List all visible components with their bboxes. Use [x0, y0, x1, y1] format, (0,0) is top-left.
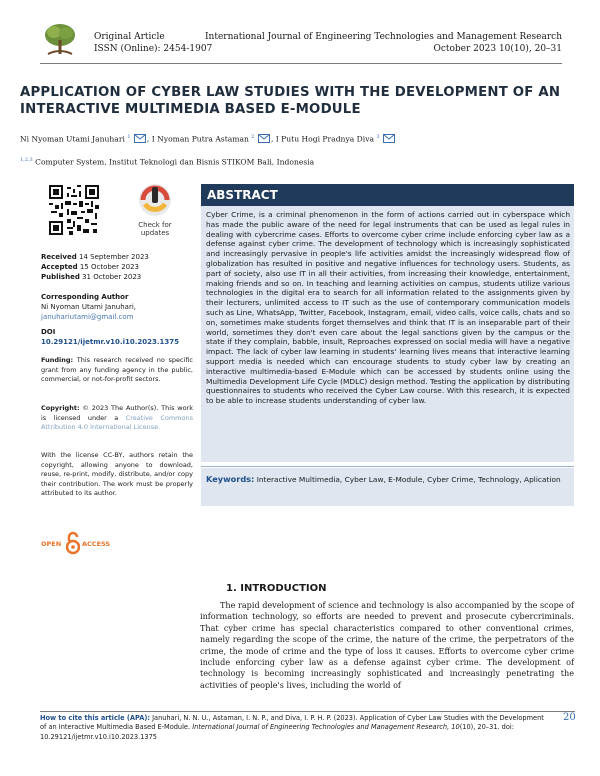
- keywords-divider: [201, 466, 574, 467]
- page-number: 20: [563, 712, 576, 723]
- doi-link[interactable]: 10.29121/ijetmr.v10.i10.2023.1375: [41, 338, 179, 346]
- check-for-updates-badge[interactable]: [131, 183, 179, 241]
- author-sup: 2: [251, 134, 255, 140]
- section-heading-introduction: 1. INTRODUCTION: [226, 583, 327, 594]
- keywords: [206, 474, 570, 486]
- article-dates: [41, 252, 149, 283]
- article-type: Original Article: [94, 32, 165, 42]
- author-name: Ni Nyoman Utami Januhari: [20, 134, 125, 144]
- author-name: I Putu Hogi Pradnya Diva: [275, 134, 375, 144]
- access-label: ACCESS: [82, 540, 111, 548]
- mail-icon[interactable]: [258, 134, 270, 143]
- funding-statement: [41, 356, 193, 385]
- introduction-text: The rapid development of science and technology is also accompanied by the scope of information technology, so efforts are needed to prevent and prosecute cybercriminals. That cyber crime has special characteristics compared to other conventional crimes, namely regarding the scope of the crime, the nature of the crime, the perpetrators of the crime, the mode of crime and the type of loss it causes. Efforts to overcome cyber crime include enforcing cyber law as a defense against cyber crime. The development of technology is becoming increasingly sophisticated and increasingly penetrating the activities of people's lives, including the world of: [200, 600, 574, 690]
- published-label: Published: [41, 273, 80, 282]
- funding-label: Funding:: [41, 356, 74, 364]
- open-label: OPEN: [41, 540, 62, 548]
- published-date: 31 October 2023: [82, 273, 142, 282]
- author-name: I Nyoman Putra Astaman: [151, 134, 249, 144]
- cite-tail: (10), 20–31. doi: 10.29121/ijetmr.v10.i10.2023.1375: [40, 723, 514, 741]
- funding-text: This research received no specific grant from any funding agency in the public, commercial, or not-for-profit sectors.: [41, 356, 193, 383]
- license-link[interactable]: Creative Commons Attribution 4.0 International License.: [41, 413, 193, 431]
- affiliation: [20, 154, 314, 169]
- author-list: Ni Nyoman Utami Januhari $^1$ , I Nyoman Putra Astaman $^2$ , I Putu Hogi Pradnya Diva $^3$: [20, 131, 396, 146]
- corresponding-email[interactable]: januhariutami@gmail.com: [41, 313, 134, 321]
- mail-icon[interactable]: [134, 134, 146, 143]
- header-divider: [40, 63, 562, 64]
- header-right: [205, 31, 562, 55]
- corresponding-name: Ni Nyoman Utami Januhari,: [41, 303, 136, 311]
- open-access-logo: [41, 531, 121, 557]
- received-date: 14 September 2023: [79, 253, 149, 261]
- journal-logo-icon: [40, 20, 80, 60]
- open-access-lock-icon: [66, 531, 80, 555]
- cite-text: Januhari, N. N. U., Astaman, I. N. P., and Diva, I. P. H. P. (2023). Application of Cyber Law Studies with the Development of an Interactive Multimedia Based E-Module.: [40, 714, 544, 732]
- corresponding-author: [41, 292, 193, 322]
- keywords-text: Interactive Multimedia, Cyber Law, E-Module, Cyber Crime, Technology, Aplication: [256, 475, 561, 484]
- author-sup: 3: [376, 134, 380, 140]
- accepted-date: 15 October 2023: [79, 263, 140, 272]
- doi-label: DOI: [41, 328, 56, 336]
- affiliation-text: Computer System, Institut Teknologi dan Bisnis STIKOM Bali, Indonesia: [35, 157, 315, 167]
- qr-code-icon[interactable]: [49, 185, 99, 235]
- accepted-label: Accepted: [41, 263, 78, 272]
- cite-label: How to cite this article (APA):: [40, 714, 150, 722]
- check-updates-icon: [131, 183, 179, 217]
- header-left: [94, 31, 212, 55]
- paper-title: [20, 84, 580, 118]
- copyright-statement: [41, 404, 193, 433]
- abstract-heading: ABSTRACT: [207, 188, 278, 202]
- affiliation-sup: 1,2,3: [20, 157, 33, 163]
- doi-block: [41, 327, 193, 347]
- author-sup: 1: [127, 134, 131, 140]
- received-label: Received: [41, 253, 77, 261]
- cite-journal: International Journal of Engineering Technologies and Management Research, 10: [192, 723, 460, 732]
- copyright-label: Copyright:: [41, 404, 80, 412]
- copyright-text: © 2023 The Author(s). This work is licensed under a: [41, 404, 193, 422]
- badge-line-2: updates: [140, 229, 170, 237]
- license-text: With the license CC-BY, authors retain the copyright, allowing anyone to download, reuse, re-print, modify, distribute, and/or copy their contribution. The work must be properly attributed to its author.: [41, 451, 193, 497]
- keywords-label: Keywords:: [206, 474, 255, 484]
- footer-divider: [40, 711, 575, 712]
- badge-line-1: Check for: [138, 221, 172, 229]
- journal-name: International Journal of Engineering Technologies and Management Research: [205, 32, 562, 42]
- abstract-text: Cyber Crime, is a criminal phenomenon in the form of actions carried out in cyberspace which has made the public aware of the need for legal instruments that can be used as legal rules in dealing with cybercrime cases. Efforts to overcome cyber crime include enforcing cyber law as a defense against cyber crime. The development of technology which is increasingly sophisticated and increasingly pervasive in people's life activities amidst the increasingly widespread flow of globalization has resulted in positive and negative influences for technology users. Students, as part of society, also use IT in all their activities, from increasing their knowledge, entertainment, making friends and so on. In teaching and learning activities on campus, students utilize various technologies in the digital era to search for all information related to the assignments given by their lecturers, unlimited access to IT such as the use of contemporary communication models such as Line, WhatsApp, Twitter, Facebook, Instagram, email, video calls, voice calls, chats and so on, sometimes make students forget themselves and think that IT is an inseparable part of their world, sometimes they don't even care about the legal sanctions given by the campus or the state if they complain, babble, insult, Reproaches expressed on social media will have a negative impact. The lack of cyber law learning in students' learning lives means that interactive learning support media is needed which can encourage students to study cyber law by creating an interactive multimedia-based E-Module which can be accessed by students online using the Multimedia Development Life Cycle (MDLC) design method. Testing the application by distributing questionnaires to students who received the Cyber Law course. With this research, it is expected to be able to increase students understanding of cyber law.: [206, 210, 570, 406]
- corresponding-label: Corresponding Author: [41, 293, 129, 301]
- issue-info: October 2023 10(10), 20–31: [433, 44, 562, 54]
- title-line-1: APPLICATION OF CYBER LAW STUDIES WITH THE DEVELOPMENT OF AN: [20, 85, 561, 100]
- title-line-2: INTERACTIVE MULTIMEDIA BASED E-MODULE: [20, 102, 361, 117]
- issn: ISSN (Online): 2454-1907: [94, 44, 213, 54]
- citation-block: [40, 714, 548, 742]
- mail-icon[interactable]: [383, 134, 395, 143]
